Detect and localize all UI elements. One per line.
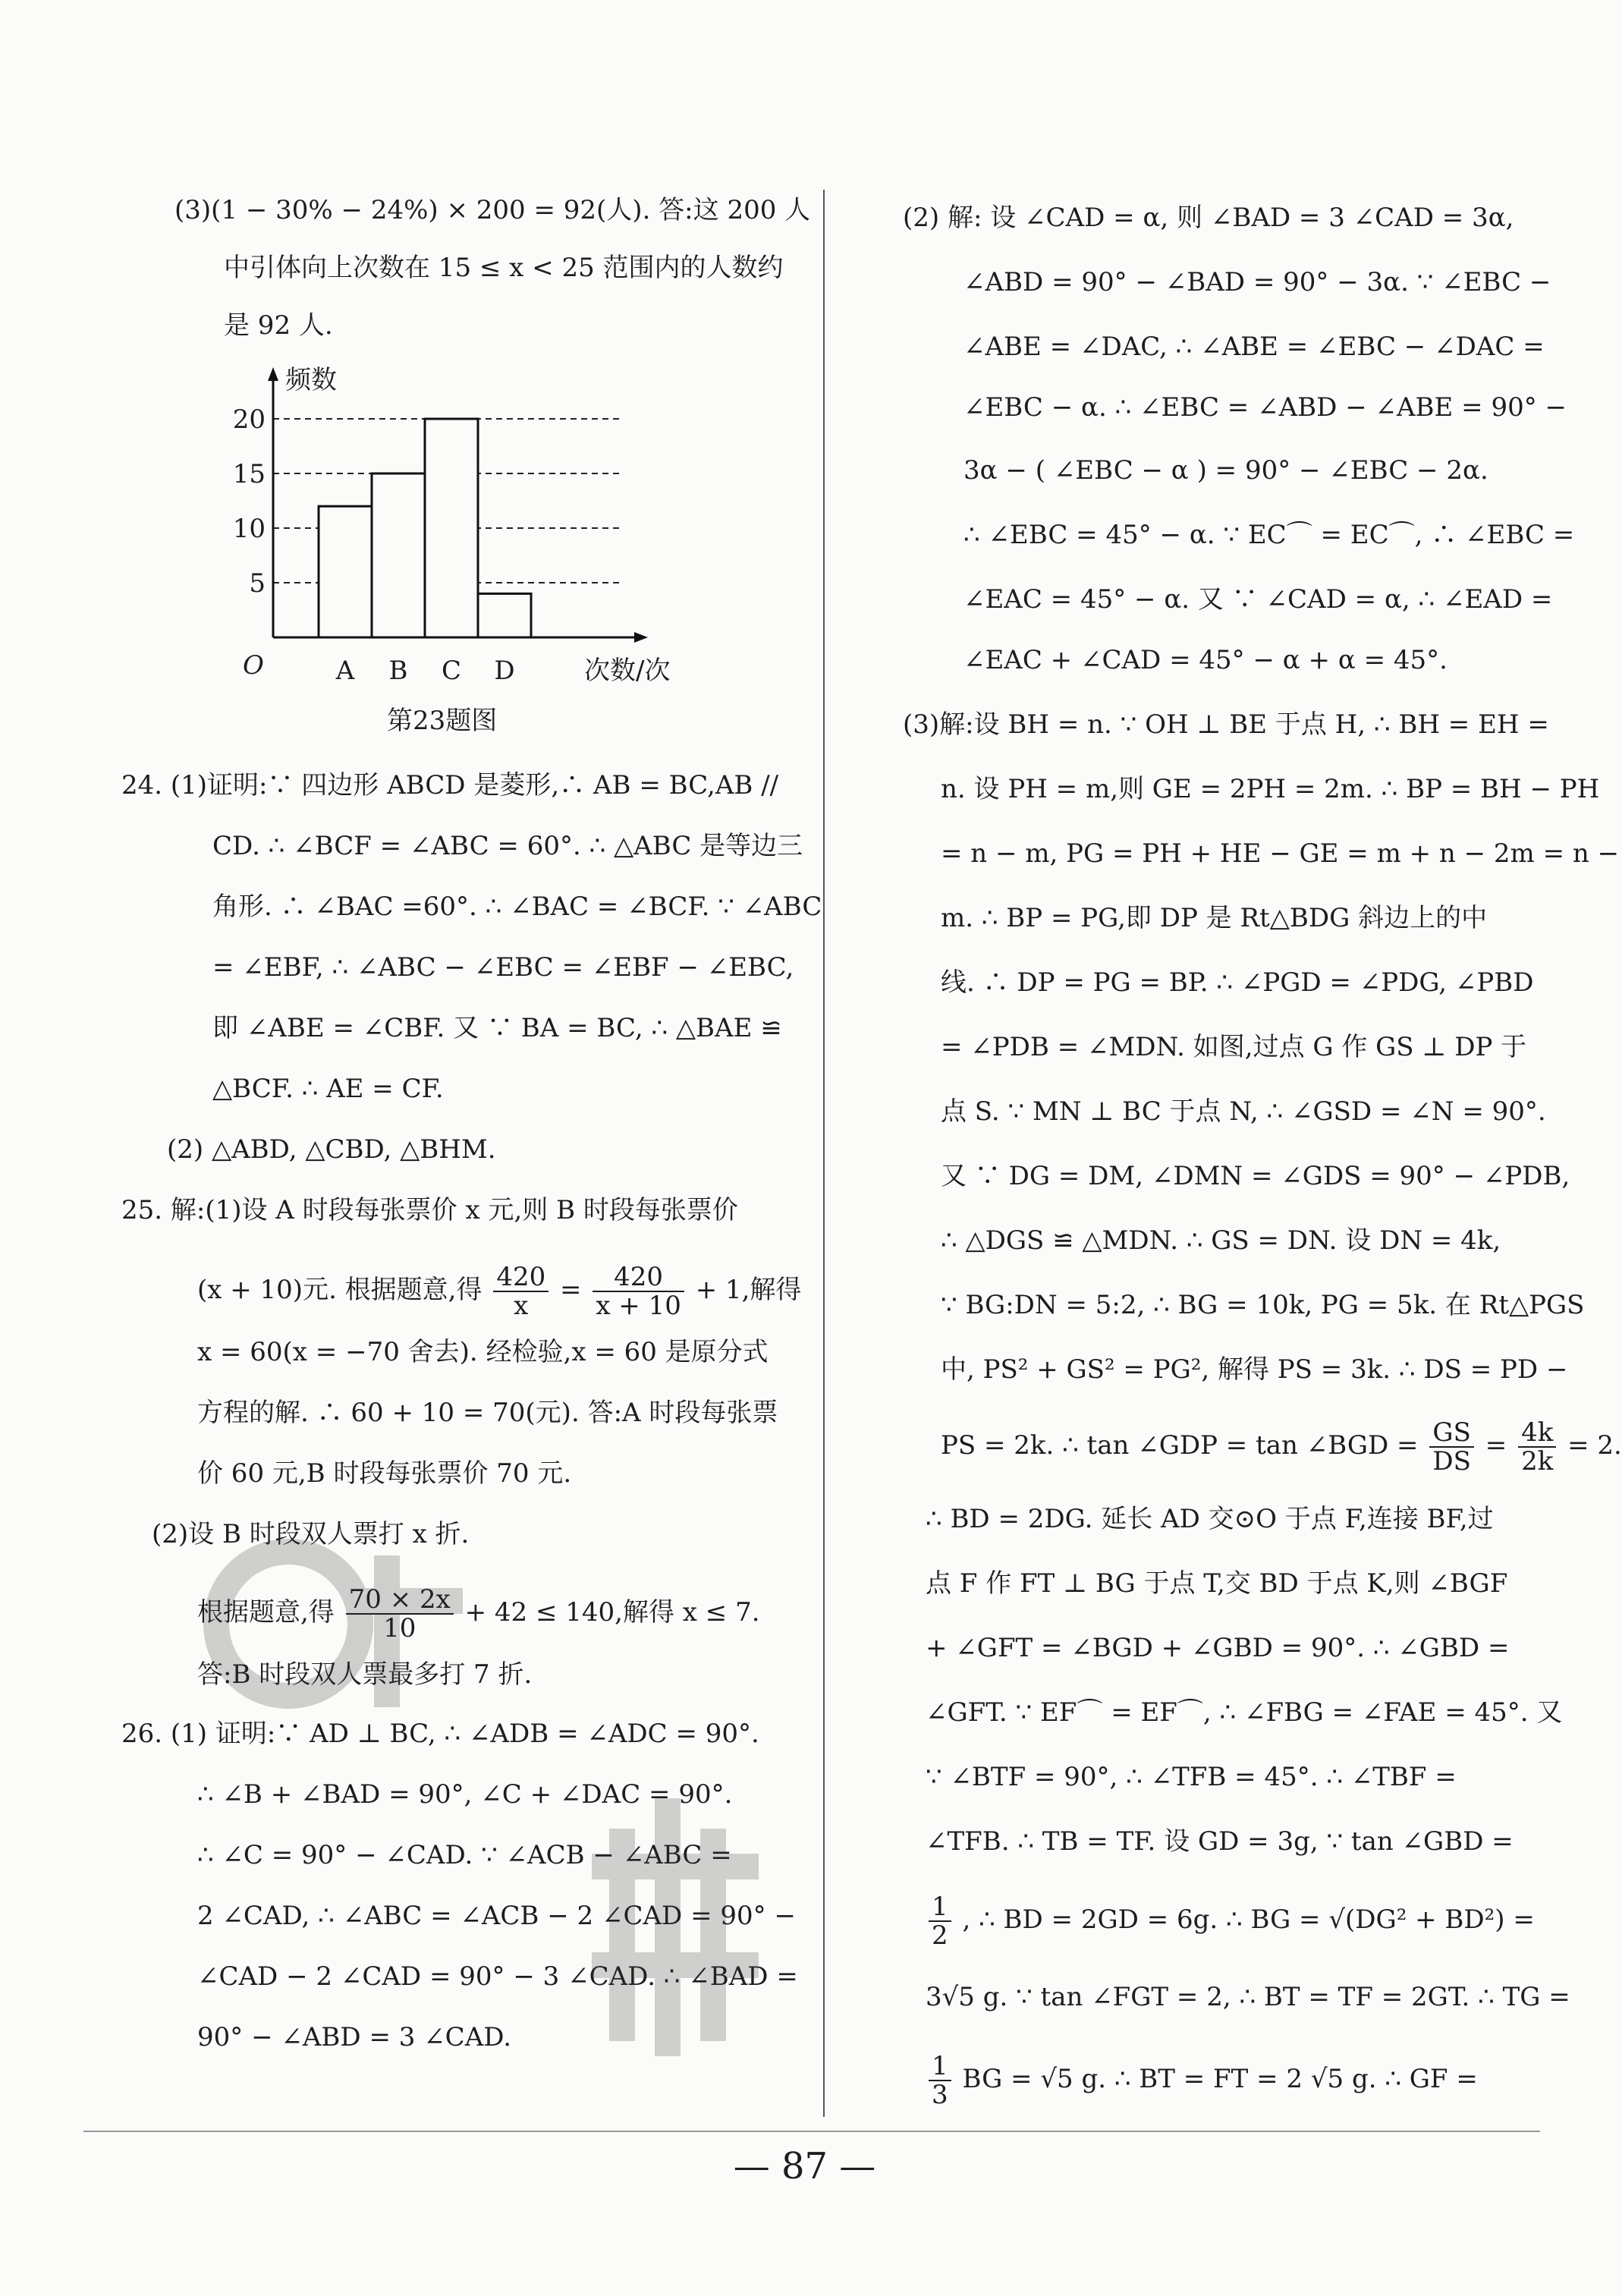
text-line: = ∠PDB = ∠MDN. 如图,过点 G 作 GS ⊥ DP 于 (941, 1032, 1527, 1062)
x-tick-label: A (335, 656, 355, 686)
fraction-numerator: GS (1429, 1419, 1474, 1448)
bar (425, 419, 478, 637)
text-line: = n − m, PG = PH + HE − GE = m + n − 2m = n − (941, 838, 1620, 869)
fraction (929, 1893, 951, 1949)
text-segment: (x + 10)元. 根据题意,得 (197, 1275, 483, 1305)
fraction (1518, 1419, 1556, 1475)
column-divider (823, 190, 825, 2117)
text-line: ∴ △DGS ≌ △MDN. ∴ GS = DN. 设 DN = 4k, (941, 1225, 1501, 1256)
text-line: 点 F 作 FT ⊥ BG 于点 T,交 BD 于点 K,则 ∠BGF (926, 1568, 1508, 1599)
text-line: m. ∴ BP = PG,即 DP 是 Rt△BDG 斜边上的中 (941, 903, 1488, 933)
text-line: △BCF. ∴ AE = CF. (212, 1074, 444, 1104)
x-tick-label: B (388, 656, 408, 686)
fraction-numerator: 420 (593, 1263, 684, 1292)
y-tick-label: 5 (249, 568, 266, 599)
text-line: n. 设 PH = m,则 GE = 2PH = 2m. ∴ BP = BH − PH (941, 774, 1600, 804)
text-line: CD. ∴ ∠BCF = ∠ABC = 60°. ∴ △ABC 是等边三 (212, 831, 803, 861)
text-line: 24. (1)证明:∵ 四边形 ABCD 是菱形,∴ AB = BC,AB // (121, 770, 779, 800)
text-line: ∠EBC − α. ∴ ∠EBC = ∠ABD − ∠ABE = 90° − (963, 392, 1567, 423)
fraction-denominator: x + 10 (596, 1291, 681, 1321)
fraction-denominator: 10 (383, 1613, 417, 1643)
text-line: 方程的解. ∴ 60 + 10 = 70(元). 答:A 时段每张票 (197, 1398, 778, 1428)
text-line: 角形. ∴ ∠BAC =60°. ∴ ∠BAC = ∠BCF. ∵ ∠ABC (212, 892, 822, 922)
equation-line (926, 1893, 1535, 1949)
text-line: ∵ ∠BTF = 90°, ∴ ∠TFB = 45°. ∴ ∠TBF = (926, 1762, 1457, 1792)
text-line: 26. (1) 证明:∵ AD ⊥ BC, ∴ ∠ADB = ∠ADC = 90°. (121, 1719, 759, 1749)
fraction (1429, 1419, 1474, 1475)
x-axis-arrow (634, 632, 648, 643)
text-line: 中引体向上次数在 15 ≤ x < 25 范围内的人数约 (224, 253, 784, 283)
text-line: + ∠GFT = ∠BGD + ∠GBD = 90°. ∴ ∠GBD = (926, 1633, 1510, 1663)
y-tick-label: 15 (232, 459, 266, 489)
text-line: ∵ BG:DN = 5:2, ∴ BG = 10k, PG = 5k. 在 Rt△PGS (941, 1290, 1585, 1320)
equation-line (926, 2052, 1478, 2109)
y-axis-arrow (268, 367, 278, 381)
text-line: ∴ BD = 2DG. 延长 AD 交⊙O 于点 F,连接 BF,过 (926, 1504, 1494, 1534)
text-line: (3)(1 − 30% − 24%) × 200 = 92(人). 答:这 200 人 (174, 195, 811, 225)
bar (478, 593, 531, 637)
text-segment: BG = √5 g. ∴ BT = FT = 2 √5 g. ∴ GF = (962, 2064, 1478, 2094)
text-line: ∴ ∠C = 90° − ∠CAD. ∵ ∠ACB − ∠ABC = (197, 1840, 732, 1870)
text-line: 答:B 时段双人票最多打 7 折. (197, 1659, 533, 1690)
fraction (593, 1263, 684, 1319)
text-line: 3√5 g. ∵ tan ∠FGT = 2, ∴ BT = TF = 2GT. ∴ TG = (926, 1982, 1570, 2012)
figure-caption: 第23题图 (387, 706, 498, 736)
text-segment: , ∴ BD = 2GD = 6g. ∴ BG = √(DG² + BD²) = (962, 1904, 1535, 1935)
y-tick-label: 20 (232, 404, 266, 435)
text-segment: 根据题意,得 (197, 1597, 335, 1628)
text-line: 又 ∵ DG = DM, ∠DMN = ∠GDS = 90° − ∠PDB, (941, 1161, 1570, 1191)
text-segment: = 2. (1567, 1430, 1622, 1461)
fraction-denominator: 2 (932, 1920, 948, 1951)
text-segment: + 1,解得 (695, 1275, 802, 1305)
text-line: 是 92 人. (224, 310, 333, 341)
x-tick-label: D (494, 656, 515, 686)
text-line: x = 60(x = −70 舍去). 经检验,x = 60 是原分式 (197, 1337, 769, 1367)
footer-rule (83, 2131, 1540, 2132)
text-line: ∠EAC = 45° − α. 又 ∵ ∠CAD = α, ∴ ∠EAD = (963, 584, 1553, 615)
text-line: (2) △ABD, △CBD, △BHM. (167, 1134, 496, 1165)
text-line: ∠ABD = 90° − ∠BAD = 90° − 3α. ∵ ∠EBC − (963, 267, 1551, 297)
text-line: 2 ∠CAD, ∴ ∠ABC = ∠ACB − 2 ∠CAD = 90° − (197, 1901, 796, 1931)
text-line: (2)设 B 时段双人票打 x 折. (152, 1519, 470, 1549)
y-axis-label: 频数 (285, 365, 337, 395)
bar (319, 506, 372, 637)
text-line: ∠EAC + ∠CAD = 45° − α + α = 45°. (963, 645, 1448, 675)
text-line: ∠GFT. ∵ EF⌒ = EF⌒, ∴ ∠FBG = ∠FAE = 45°. 又 (926, 1697, 1563, 1728)
text-line: ∠CAD − 2 ∠CAD = 90° − 3 ∠CAD. ∴ ∠BAD = (197, 1961, 798, 1992)
fraction-numerator: 420 (493, 1263, 549, 1292)
text-line: 25. 解:(1)设 A 时段每张票价 x 元,则 B 时段每张票价 (121, 1195, 738, 1225)
page-number: — 87 — (733, 2145, 876, 2187)
fraction-numerator: 70 × 2x (346, 1586, 454, 1615)
x-axis-label: 次数/次 (584, 656, 671, 686)
equation-line (197, 1263, 801, 1319)
fraction (493, 1263, 549, 1319)
text-line: 价 60 元,B 时段每张票价 70 元. (197, 1458, 572, 1489)
text-line: 线. ∴ DP = PG = BP. ∴ ∠PGD = ∠PDG, ∠PBD (941, 967, 1534, 998)
text-line: ∴ ∠EBC = 45° − α. ∵ EC⌒ = EC⌒, ∴ ∠EBC = (963, 520, 1575, 550)
fraction-numerator: 1 (929, 1893, 951, 1922)
equation-line: PS = 2k. ∴ tan ∠GDP = tan ∠BGD = $\frac{GS}{DS}$ = $\frac{4k}{2k}$ = 2. (941, 1417, 1622, 1477)
fraction-denominator: 3 (932, 2080, 948, 2110)
text-line: 即 ∠ABE = ∠CBF. 又 ∵ BA = BC, ∴ △BAE ≌ (212, 1013, 782, 1043)
text-line: 点 S. ∵ MN ⊥ BC 于点 N, ∴ ∠GSD = ∠N = 90°. (941, 1096, 1546, 1127)
text-line: ∴ ∠B + ∠BAD = 90°, ∠C + ∠DAC = 90°. (197, 1779, 733, 1810)
text-line: 3α − ( ∠EBC − α ) = 90° − ∠EBC − 2α. (963, 455, 1488, 486)
x-tick-label: C (441, 656, 462, 686)
text-line: 中, PS² + GS² = PG², 解得 PS = 3k. ∴ DS = PD − (941, 1354, 1568, 1385)
text-line: (3)解:设 BH = n. ∵ OH ⊥ BE 于点 H, ∴ BH = EH = (903, 709, 1549, 740)
origin-label: O (243, 650, 264, 681)
fraction-denominator: x (514, 1291, 529, 1321)
bar (372, 473, 425, 637)
fraction (929, 2052, 951, 2109)
text-segment: = (560, 1275, 590, 1305)
y-tick-label: 10 (232, 514, 266, 544)
text-line: 90° − ∠ABD = 3 ∠CAD. (197, 2022, 512, 2052)
text-segment: PS = 2k. ∴ tan ∠GDP = tan ∠BGD = (941, 1430, 1419, 1461)
text-line: (2) 解: 设 ∠CAD = α, 则 ∠BAD = 3 ∠CAD = 3α, (903, 203, 1514, 233)
watermark-stamp (137, 1510, 819, 2102)
fraction-numerator: 4k (1518, 1419, 1556, 1448)
text-line: ∠TFB. ∴ TB = TF. 设 GD = 3g, ∵ tan ∠GBD = (926, 1826, 1514, 1857)
text-segment: + 42 ≤ 140,解得 x ≤ 7. (464, 1597, 760, 1628)
text-line: = ∠EBF, ∴ ∠ABC − ∠EBC = ∠EBF − ∠EBC, (212, 952, 794, 983)
histogram-chart (220, 357, 706, 698)
fraction-denominator: DS (1432, 1446, 1471, 1477)
fraction-denominator: 2k (1521, 1446, 1554, 1477)
text-line: ∠ABE = ∠DAC, ∴ ∠ABE = ∠EBC − ∠DAC = (963, 332, 1545, 362)
fraction-numerator: 1 (929, 2052, 951, 2081)
